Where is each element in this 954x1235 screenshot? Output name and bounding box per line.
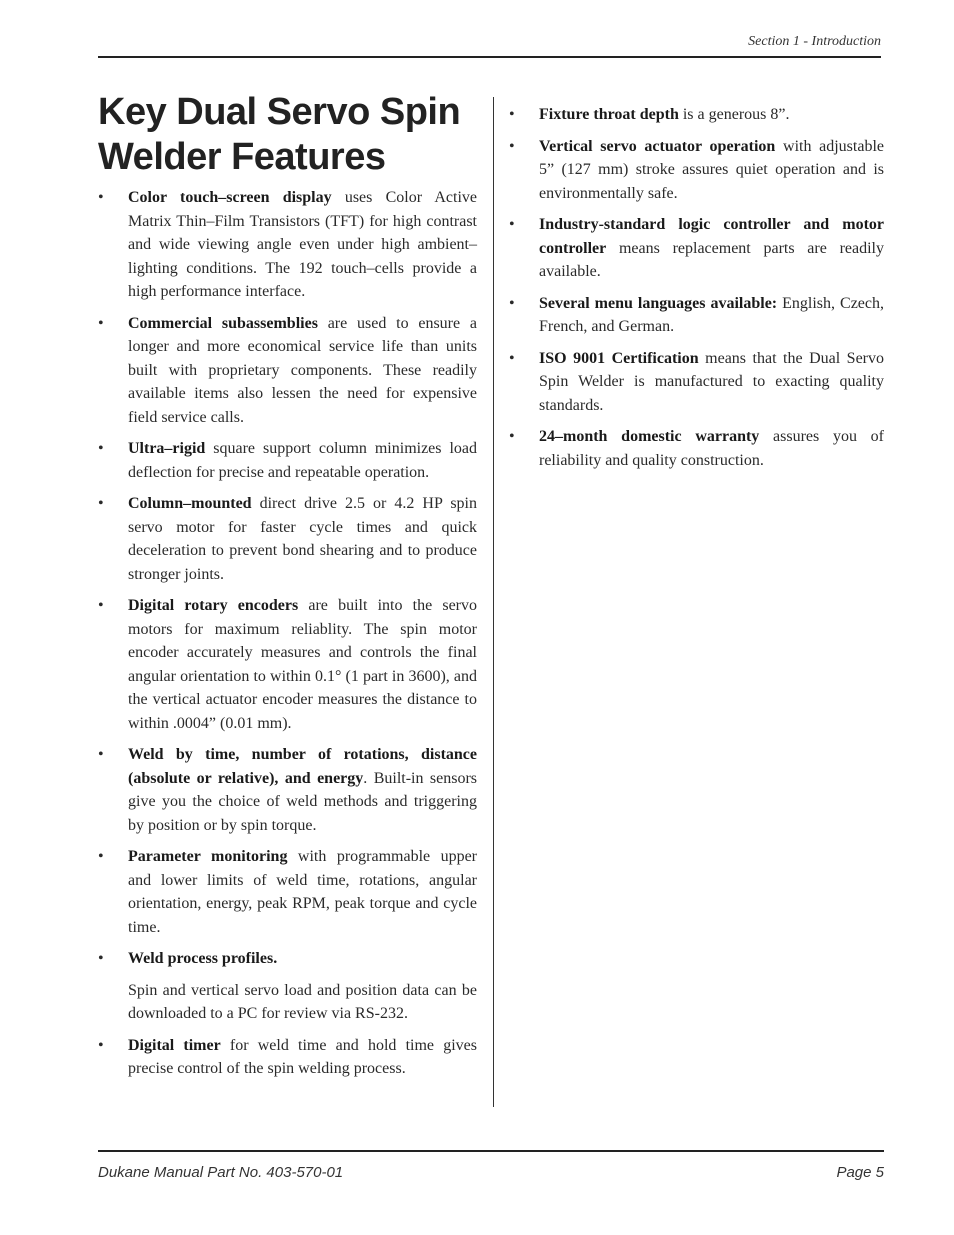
feature-description: with adjustable 5” (127 mm) stroke assures quiet operation and is environmentally safe. [539,137,885,202]
page-number: Page 5 [836,1164,884,1181]
feature-item [509,135,884,206]
feature-text [128,1034,477,1081]
feature-name: Column–mounted [128,495,252,512]
feature-item [98,312,477,430]
bullet-marker: • [98,848,104,865]
feature-name: Commercial subassemblies [128,314,318,332]
feature-name: Ultra–rigid [128,440,206,457]
feature-description: with programmable upper and lower limits of weld time, rotations, angular orientation, energy, peak RPM, peak torque and cycle time. [128,848,477,936]
feature-name: Fixture throat depth [539,106,679,123]
column-divider [493,97,494,1107]
feature-name: Several menu languages available: [539,294,778,312]
feature-description: are used to ensure a longer and more economical service life than units built with proprietary components. These readily available items also lessen the need for expensive field service calls. [128,314,477,426]
feature-description: square support column minimizes load deflection for precise and repeatable operation. [128,440,477,481]
feature-description: are built into the servo motors for maximum reliablity. The spin motor encoder accurately measures and controls the final angular orientation to within 0.1° (1 part in 3600), and the vertical actuator encoder measures the distance to within .0004” (0.01 mm). [128,597,477,732]
bullet-marker: • [98,950,104,967]
bullet-marker: • [509,137,515,155]
page-title: Key Dual Servo Spin Welder Features [98,91,461,178]
feature-text [539,292,884,339]
feature-description: uses Color Active Matrix Thin–Film Transistors (TFT) for high contrast and wide viewing angle even under high ambient–lighting conditions. The 192 touch–cells provide a high performance interface. [128,189,477,300]
feature-item [98,437,477,484]
bullet-marker: • [509,349,515,367]
feature-item [509,425,884,472]
section-header: Section 1 - Introduction [748,34,881,49]
feature-detail: Spin and vertical servo load and position data can be downloaded to a PC for review via RS-232. [128,981,477,1022]
left-column [98,90,477,1089]
bullet-marker: • [98,746,104,763]
feature-text [128,312,477,430]
bullet-marker: • [509,216,515,233]
right-column [509,103,884,480]
feature-text [539,347,884,418]
feature-description: . Built-in sensors give you the choice of weld methods and triggering by position or by spin torque. [128,769,478,834]
feature-description: means that the Dual Servo Spin Welder is manufactured to exacting quality standards. [539,349,884,414]
header-rule [98,56,881,58]
feature-name: ISO 9001 Certification [539,349,699,367]
bullet-marker: • [98,314,104,332]
bullet-marker: • [98,495,104,512]
feature-text [128,845,477,939]
feature-name: Digital timer [128,1036,221,1054]
bullet-marker: • [98,189,104,206]
feature-name: Color touch–screen display [128,189,332,206]
feature-name: Industry-standard logic controller and motor controller [539,216,884,257]
feature-text [539,103,884,127]
bullet-marker: • [98,1036,104,1054]
feature-name: Vertical servo actuator operation [539,137,776,155]
manual-part-number: Dukane Manual Part No. 403-570-01 [98,1164,344,1181]
footer-rule [98,1150,884,1152]
feature-text [539,425,884,472]
bullet-marker: • [98,597,104,614]
right-feature-list [509,103,884,472]
feature-text [539,213,884,284]
feature-name: Weld process profiles. [128,950,278,967]
bullet-marker: • [509,294,515,312]
feature-name: Weld by time, number of rotations, distance (absolute or relative), and energy [128,746,477,787]
bullet-marker: • [509,106,515,123]
feature-text [128,743,477,837]
feature-name: Digital rotary encoders [128,597,299,614]
feature-description: English, Czech, French, and German. [539,294,884,335]
feature-item [98,186,477,304]
feature-name: Parameter monitoring [128,848,288,865]
feature-name: 24–month domestic warranty [539,428,760,445]
feature-text [539,135,884,206]
bullet-marker: • [98,440,104,457]
feature-item [98,743,477,837]
feature-text [128,594,477,735]
feature-item [98,845,477,939]
feature-text [128,947,477,971]
feature-item [98,1034,477,1081]
feature-description: for weld time and hold time gives precise control of the spin welding process. [128,1036,477,1077]
feature-item [509,103,884,127]
feature-item [509,213,884,284]
feature-description: direct drive 2.5 or 4.2 HP spin servo motor for faster cycle times and quick deceleration to prevent bond shearing and to produce stronger joints. [128,495,477,583]
feature-item [98,947,477,1026]
feature-item [98,492,477,586]
feature-text [128,186,477,304]
feature-text [128,492,477,586]
feature-description: assures you of reliability and quality construction. [539,428,884,469]
feature-item [509,292,884,339]
feature-item [509,347,884,418]
feature-description: means replacement parts are readily available. [539,239,884,280]
feature-item [98,594,477,735]
bullet-marker: • [509,428,515,445]
feature-description: is a generous 8”. [678,106,790,123]
feature-text [128,437,477,484]
left-feature-list [98,186,477,1081]
